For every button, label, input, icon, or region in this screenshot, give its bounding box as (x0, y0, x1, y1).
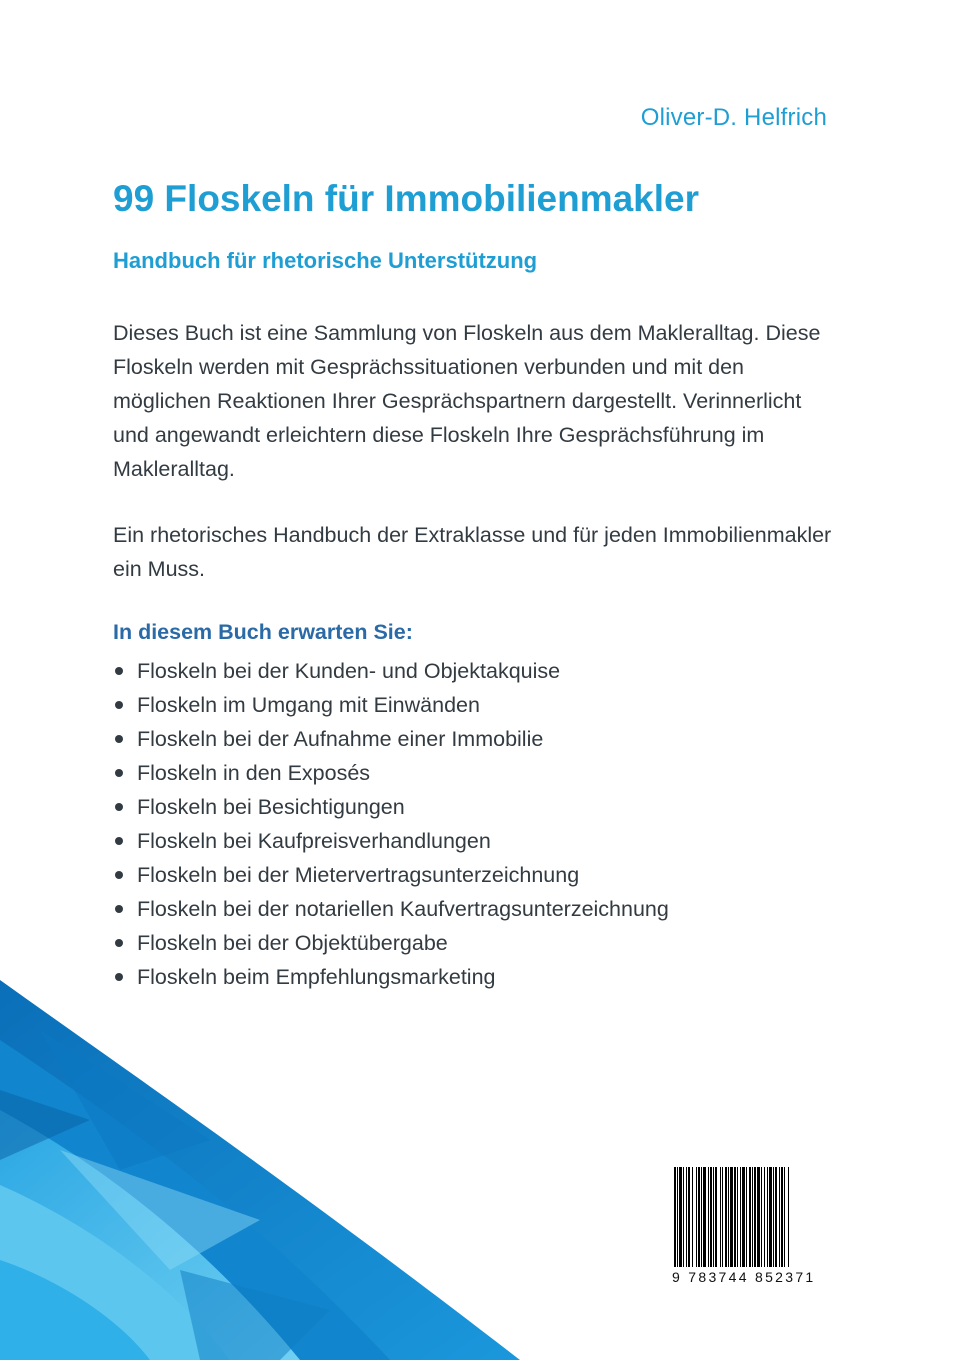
barcode-bar (725, 1167, 727, 1267)
list-heading: In diesem Buch erwarten Sie: (113, 620, 413, 644)
list-item: Floskeln im Umgang mit Einwänden (113, 688, 669, 722)
barcode-bar (749, 1167, 751, 1267)
barcode-bar (767, 1167, 768, 1267)
decorative-wave-graphic (0, 970, 520, 1360)
barcode-bar (773, 1167, 774, 1267)
barcode-bar (737, 1167, 738, 1267)
list-item: Floskeln beim Empfehlungsmarketing (113, 960, 669, 994)
barcode-bar (784, 1167, 785, 1267)
list-item: Floskeln bei der notariellen Kaufvertragsunterzeichnung (113, 892, 669, 926)
barcode-bar (677, 1167, 678, 1267)
barcode-bar (761, 1167, 762, 1267)
list-item: Floskeln in den Exposés (113, 756, 669, 790)
list-item: Floskeln bei der Aufnahme einer Immobilie (113, 722, 669, 756)
description-paragraph-2: Ein rhetorisches Handbuch der Extraklasse und für jeden Immobilienmakler ein Muss. (113, 523, 832, 581)
author-name: Oliver-D. Helfrich (640, 104, 827, 131)
barcode-bar (775, 1167, 777, 1267)
barcode-bar (779, 1167, 780, 1267)
barcode-bar (757, 1167, 760, 1267)
barcode-bar (734, 1167, 736, 1267)
book-subtitle: Handbuch für rhetorische Unterstützung (113, 248, 538, 273)
barcode-bar (722, 1167, 723, 1267)
barcode-bar (788, 1167, 789, 1267)
isbn-barcode (672, 1165, 829, 1293)
barcode-bars (672, 1165, 829, 1269)
barcode-bar (708, 1167, 709, 1267)
barcode-bar (746, 1167, 747, 1267)
list-item: Floskeln bei der Kunden- und Objektakquise (113, 654, 669, 688)
barcode-bar (730, 1167, 733, 1267)
barcode-bar (720, 1167, 721, 1267)
barcode-bar (703, 1167, 706, 1267)
barcode-bar (715, 1167, 717, 1267)
barcode-bar (679, 1167, 682, 1267)
barcode-bar (674, 1167, 676, 1267)
barcode-bar (692, 1167, 693, 1267)
contents-list (113, 654, 669, 994)
book-title: 99 Floskeln für Immobilienmakler (113, 178, 700, 219)
barcode-number: 9 783744 852371 (672, 1269, 816, 1285)
barcode-bar (686, 1167, 687, 1267)
barcode-bar (769, 1167, 772, 1267)
list-item: Floskeln bei der Objektübergabe (113, 926, 669, 960)
list-item: Floskeln bei der Mietervertragsunterzeichnung (113, 858, 669, 892)
barcode-bar (752, 1167, 753, 1267)
barcode-bar (683, 1167, 684, 1267)
barcode-bar (713, 1167, 714, 1267)
barcode-bar (688, 1167, 690, 1267)
barcode-bar (781, 1167, 783, 1267)
barcode-bar (740, 1167, 741, 1267)
barcode-bar (754, 1167, 756, 1267)
barcode-bar (742, 1167, 745, 1267)
barcode-bar (728, 1167, 729, 1267)
barcode-bar (696, 1167, 697, 1267)
barcode-bar (701, 1167, 702, 1267)
barcode-bar (698, 1167, 700, 1267)
barcode-bar (764, 1167, 765, 1267)
list-item: Floskeln bei Kaufpreisverhandlungen (113, 824, 669, 858)
barcode-bar (710, 1167, 712, 1267)
list-item: Floskeln bei Besichtigungen (113, 790, 669, 824)
description-paragraph-1: Dieses Buch ist eine Sammlung von Floskeln aus dem Makleralltag. Diese Floskeln werden mit Gesprächssituationen verbunden und mit den möglichen Reaktionen Ihrer Gesprächspartnern dargestellt. Verinnerlicht und angewandt erleichtern diese Floskeln Ihre Gesprächsführung im Makleralltag. (113, 321, 821, 481)
